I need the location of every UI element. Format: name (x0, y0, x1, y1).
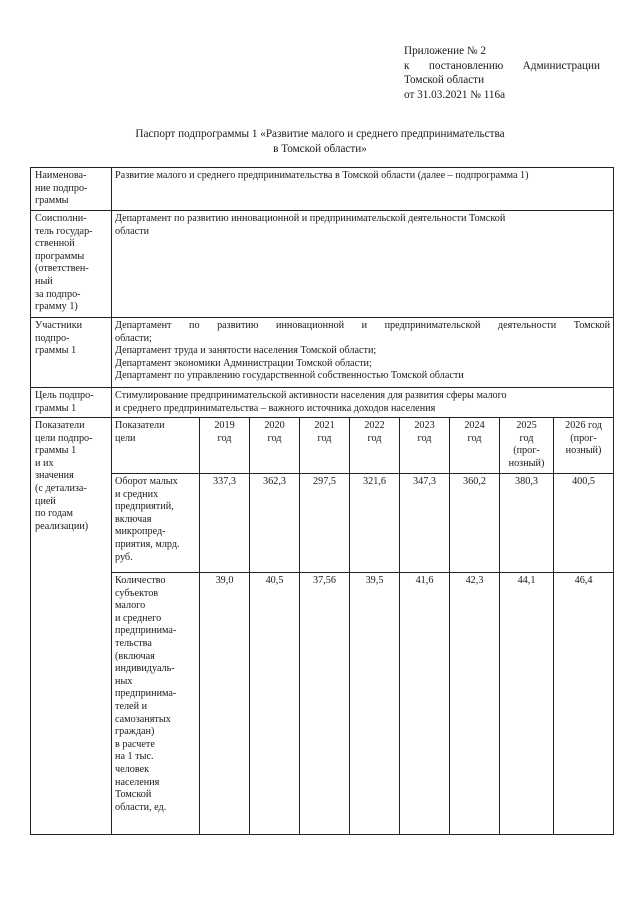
value-participants: Департамент по развитию инновационной и предпринимательской деятельности Томской области; Департамент труда и занятости населения Томской области; Департамент экономики Администрации Томской области; Департамент по управлению государственной собственностью Томской области (112, 318, 614, 388)
indicator-value: 362,3 (250, 474, 300, 573)
header-year-2022: 2022 год (350, 418, 400, 474)
header-indicator-name: Показатели цели (112, 418, 200, 474)
header-year-2023: 2023 год (400, 418, 450, 474)
indicator-value: 337,3 (200, 474, 250, 573)
table-row (31, 573, 614, 835)
header-year-2024: 2024 год (450, 418, 500, 474)
indicator-value: 360,2 (450, 474, 500, 573)
indicator-value: 400,5 (554, 474, 614, 573)
indicator-value: 46,4 (554, 573, 614, 835)
value-goal: Стимулирование предпринимательской активности населения для развития сферы малого и среднего предпринимательства – важного источника доходов населения (112, 388, 614, 418)
value-subprogram-name: Развитие малого и среднего предпринимательства в Томской области (далее – подпрограмма 1) (112, 168, 614, 211)
header-year-2019: 2019 год (200, 418, 250, 474)
row-goal (31, 388, 614, 418)
appendix-line-1: Приложение № 2 (404, 45, 486, 57)
appendix-block (404, 44, 614, 102)
appendix-line-3: Томской области (404, 74, 485, 87)
label-coexecutor: Соисполни- тель государ- ственной программы (ответствен- ный за подпро- грамму 1) (31, 211, 112, 318)
indicator-value: 321,6 (350, 474, 400, 573)
indicator-value: 380,3 (500, 474, 554, 573)
table-row (31, 474, 614, 573)
indicator-value: 39,5 (350, 573, 400, 835)
label-goal: Цель подпро- граммы 1 (31, 388, 112, 418)
header-year-2025: 2025 год (прог- нозный) (500, 418, 554, 474)
indicator-value: 44,1 (500, 573, 554, 835)
row-coexecutor (31, 211, 614, 318)
header-year-2021: 2021 год (300, 418, 350, 474)
label-participants: Участники подпро- граммы 1 (31, 318, 112, 388)
indicator-value: 297,5 (300, 474, 350, 573)
row-participants (31, 318, 614, 388)
header-year-2020: 2020 год (250, 418, 300, 474)
label-indicators: Показатели цели подпро- граммы 1 и их значения (с детализа- цией по годам реализации) (31, 418, 112, 835)
indicator-value: 41,6 (400, 573, 450, 835)
indicator-value: 39,0 (200, 573, 250, 835)
indicator-name: Количество субъектов малого и среднего предпринима- тельства (включая индивидуаль- ных предпринима- телей и самозанятых граждан) в расчете на 1 тыс. человек населения Томской области, ед. (112, 573, 200, 835)
appendix-line-2: к постановлению Администрации (404, 59, 600, 72)
indicator-value: 347,3 (400, 474, 450, 573)
indicator-value: 40,5 (250, 573, 300, 835)
row-indicators-header (31, 418, 614, 474)
indicator-value: 42,3 (450, 573, 500, 835)
header-year-2026: 2026 год (прог- нозный) (554, 418, 614, 474)
value-coexecutor: Департамент по развитию инновационной и предпринимательской деятельности Томской области (112, 211, 614, 318)
document-title: Паспорт подпрограммы 1 «Развитие малого и среднего предпринимательства в Томской области» (135, 128, 505, 155)
row-subprogram-name (31, 168, 614, 211)
passport-table (30, 167, 614, 835)
appendix-line-4: от 31.03.2021 № 116а (404, 88, 506, 101)
indicator-value: 37,56 (300, 573, 350, 835)
label-subprogram-name: Наименова- ние подпро- граммы (31, 168, 112, 211)
indicator-name: Оборот малых и средних предприятий, включая микропред- приятия, млрд. руб. (112, 474, 200, 573)
